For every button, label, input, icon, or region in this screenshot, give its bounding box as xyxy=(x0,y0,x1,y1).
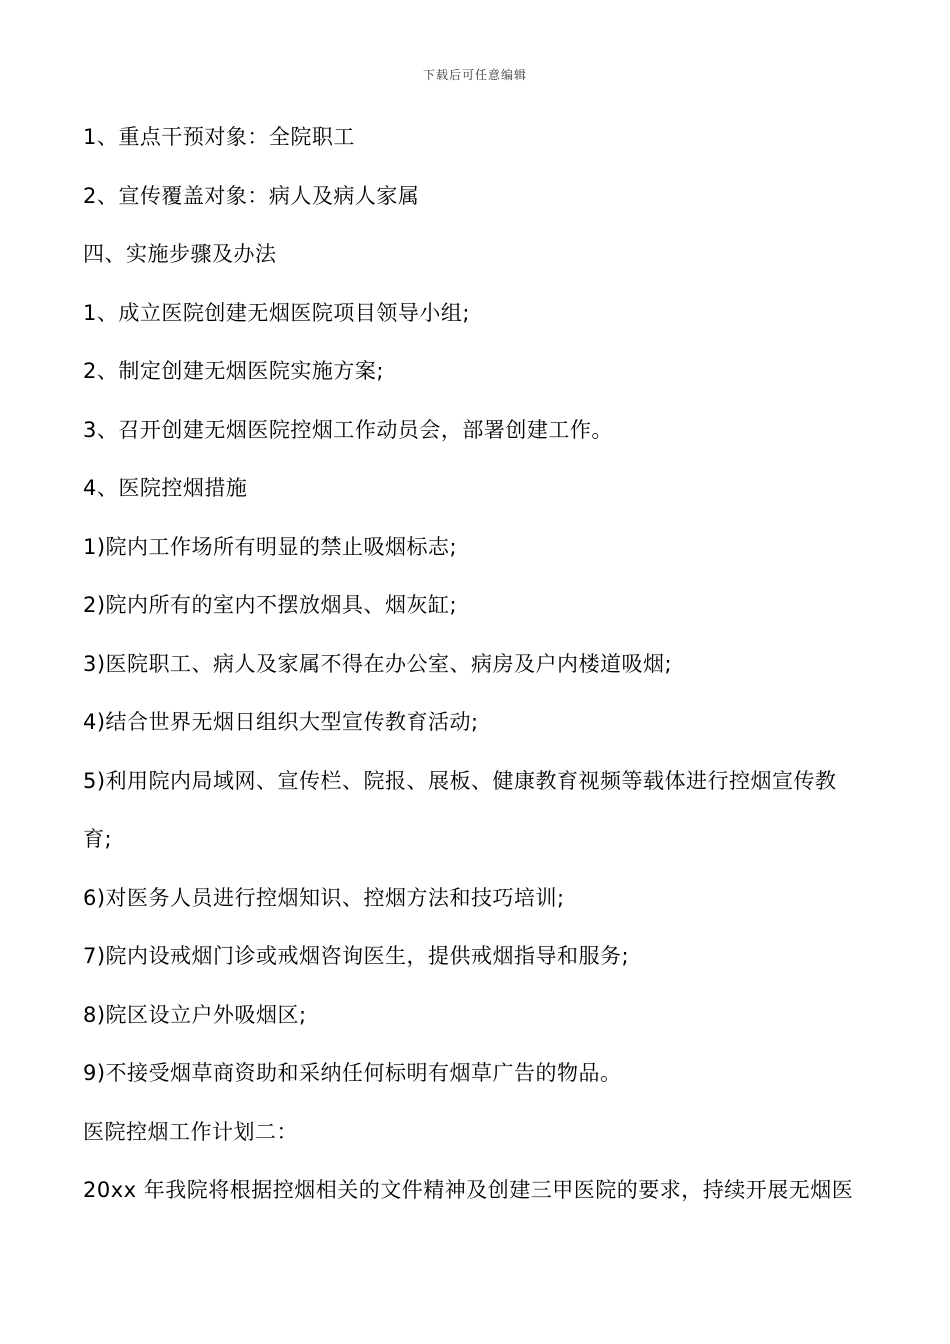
text-line: 2)院内所有的室内不摆放烟具、烟灰缸; xyxy=(83,593,458,617)
text-line: 8)院区设立户外吸烟区; xyxy=(83,1002,307,1027)
document-body xyxy=(83,116,883,1228)
text-line: 4、医院控烟措施 xyxy=(83,476,248,500)
text-line: 9)不接受烟草商资助和采纳任何标明有烟草广告的物品。 xyxy=(83,1061,622,1085)
text-line: 6)对医务人员进行控烟知识、控烟方法和技巧培训; xyxy=(83,885,565,910)
text-line: 2、制定创建无烟医院实施方案; xyxy=(83,359,384,383)
section-heading: 医院控烟工作计划二： xyxy=(83,1119,298,1144)
text-line: 2、宣传覆盖对象：病人及病人家属 xyxy=(83,183,420,208)
page-header: 下载后可任意编辑 xyxy=(422,68,527,82)
text-line: 7)院内设戒烟门诊或戒烟咨询医生，提供戒烟指导和服务; xyxy=(83,944,630,968)
text-line: 3、召开创建无烟医院控烟工作动员会，部署创建工作。 xyxy=(83,417,613,442)
text-line: 1、重点干预对象：全院职工 xyxy=(83,125,355,149)
text-line: 4)结合世界无烟日组织大型宣传教育活动; xyxy=(83,710,479,734)
section-heading: 四、实施步骤及办法 xyxy=(83,242,277,266)
text-line: 3)医院职工、病人及家属不得在办公室、病房及户内楼道吸烟; xyxy=(83,651,673,676)
text-line: 育; xyxy=(83,827,113,851)
text-line: 1、成立医院创建无烟医院项目领导小组; xyxy=(83,300,470,325)
text-line: 5)利用院内局域网、宣传栏、院报、展板、健康教育视频等载体进行控烟宣传教 xyxy=(83,768,837,793)
text-line: 20xx 年我院将根据控烟相关的文件精神及创建三甲医院的要求，持续开展无烟医 xyxy=(83,1178,854,1202)
text-line: 1)院内工作场所有明显的禁止吸烟标志; xyxy=(83,534,458,559)
